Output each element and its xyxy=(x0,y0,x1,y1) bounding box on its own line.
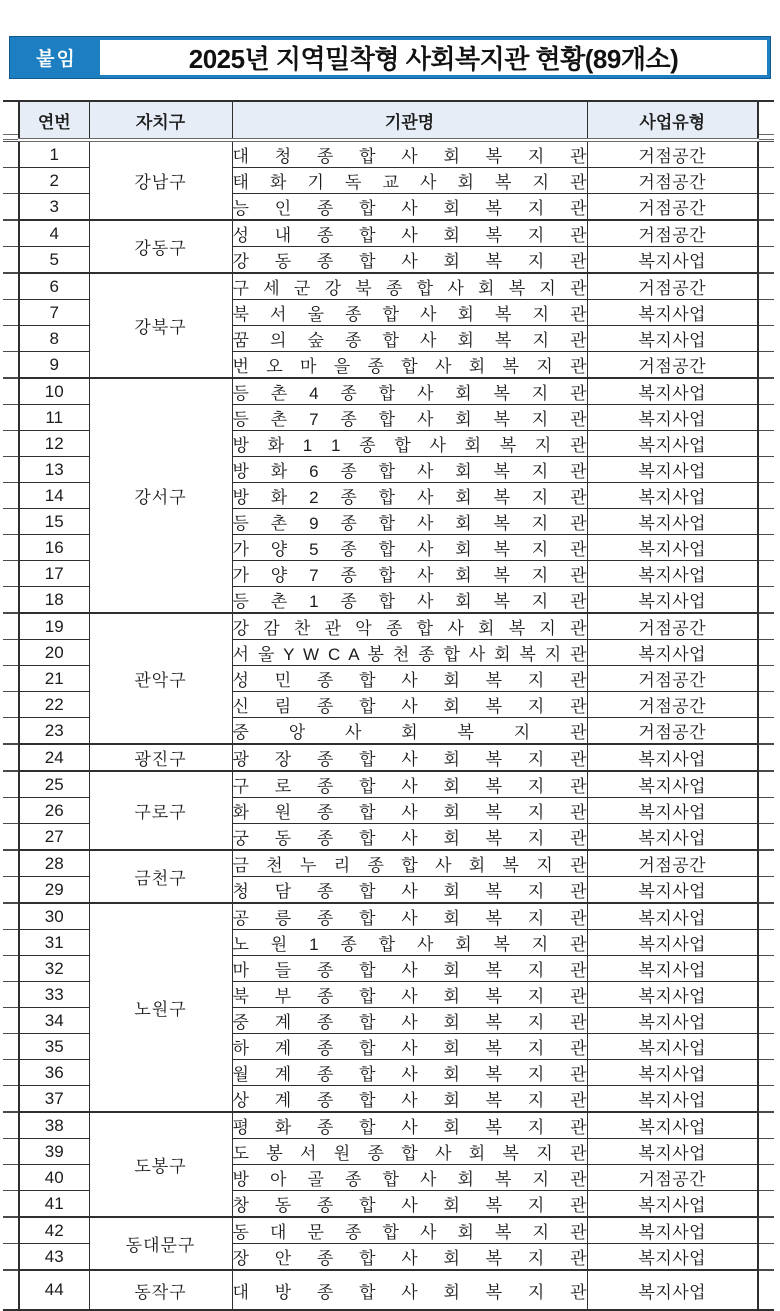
business-type: 거점공간 xyxy=(587,168,758,194)
institution-name: 강 감 찬 관 악 종 합 사 회 복 지 관 xyxy=(232,613,587,640)
business-type: 복지사업 xyxy=(587,535,758,561)
row-number: 20 xyxy=(19,640,89,666)
row-number: 42 xyxy=(19,1217,89,1244)
row-number: 15 xyxy=(19,509,89,535)
business-type: 복지사업 xyxy=(587,561,758,587)
institution-name: 능 인 종 합 사 회 복 지 관 xyxy=(232,194,587,221)
header-institution: 기관명 xyxy=(232,101,587,140)
institution-name: 강 동 종 합 사 회 복 지 관 xyxy=(232,247,587,274)
row-number: 34 xyxy=(19,1008,89,1034)
business-type: 복지사업 xyxy=(587,509,758,535)
business-type: 복지사업 xyxy=(587,1270,758,1310)
table-row xyxy=(19,1217,758,1244)
institution-name: 창 동 종 합 사 회 복 지 관 xyxy=(232,1191,587,1218)
business-type: 복지사업 xyxy=(587,930,758,956)
row-number: 23 xyxy=(19,718,89,745)
row-number: 22 xyxy=(19,692,89,718)
business-type: 거점공간 xyxy=(587,352,758,379)
business-type: 복지사업 xyxy=(587,247,758,274)
institution-name: 북 서 울 종 합 사 회 복 지 관 xyxy=(232,300,587,326)
row-number: 14 xyxy=(19,483,89,509)
institution-name: 동 대 문 종 합 사 회 복 지 관 xyxy=(232,1217,587,1244)
row-number: 5 xyxy=(19,247,89,274)
business-type: 거점공간 xyxy=(587,613,758,640)
header-row xyxy=(19,101,758,140)
institution-name: 방 화 1 1 종 합 사 회 복 지 관 xyxy=(232,431,587,457)
institution-name: 등 촌 9 종 합 사 회 복 지 관 xyxy=(232,509,587,535)
institution-name: 신 림 종 합 사 회 복 지 관 xyxy=(232,692,587,718)
district-cell: 강북구 xyxy=(89,273,232,378)
row-number: 21 xyxy=(19,666,89,692)
row-number: 33 xyxy=(19,982,89,1008)
table-row xyxy=(19,1270,758,1310)
institution-name: 월 계 종 합 사 회 복 지 관 xyxy=(232,1060,587,1086)
institution-name: 화 원 종 합 사 회 복 지 관 xyxy=(232,798,587,824)
row-number: 31 xyxy=(19,930,89,956)
business-type: 복지사업 xyxy=(587,903,758,930)
attachment-badge: 붙임 xyxy=(13,40,100,75)
business-type: 복지사업 xyxy=(587,1034,758,1060)
business-type: 거점공간 xyxy=(587,194,758,221)
institution-name: 등 촌 1 종 합 사 회 복 지 관 xyxy=(232,587,587,614)
institution-name: 번 오 마 을 종 합 사 회 복 지 관 xyxy=(232,352,587,379)
header-district: 자치구 xyxy=(89,101,232,140)
district-cell: 동대문구 xyxy=(89,1217,232,1270)
institution-name: 등 촌 7 종 합 사 회 복 지 관 xyxy=(232,405,587,431)
row-number: 43 xyxy=(19,1244,89,1271)
district-cell: 도봉구 xyxy=(89,1112,232,1217)
table-row xyxy=(19,903,758,930)
row-number: 19 xyxy=(19,613,89,640)
district-cell: 광진구 xyxy=(89,744,232,771)
institution-name: 금 천 누 리 종 합 사 회 복 지 관 xyxy=(232,850,587,877)
table-header xyxy=(19,101,758,140)
row-number: 3 xyxy=(19,194,89,221)
welfare-center-table xyxy=(18,100,759,1311)
institution-name: 등 촌 4 종 합 사 회 복 지 관 xyxy=(232,378,587,405)
table-row xyxy=(19,378,758,405)
institution-name: 태 화 기 독 교 사 회 복 지 관 xyxy=(232,168,587,194)
row-number: 4 xyxy=(19,220,89,247)
business-type: 거점공간 xyxy=(587,850,758,877)
row-number: 17 xyxy=(19,561,89,587)
district-cell: 강남구 xyxy=(89,140,232,220)
row-number: 16 xyxy=(19,535,89,561)
institution-name: 중 계 종 합 사 회 복 지 관 xyxy=(232,1008,587,1034)
business-type: 거점공간 xyxy=(587,220,758,247)
district-cell: 금천구 xyxy=(89,850,232,903)
row-number: 35 xyxy=(19,1034,89,1060)
row-number: 25 xyxy=(19,771,89,798)
business-type: 복지사업 xyxy=(587,1217,758,1244)
row-number: 38 xyxy=(19,1112,89,1139)
business-type: 복지사업 xyxy=(587,326,758,352)
institution-name: 구 세 군 강 북 종 합 사 회 복 지 관 xyxy=(232,273,587,300)
attachment-banner xyxy=(10,37,770,78)
header-business-type: 사업유형 xyxy=(587,101,758,140)
business-type: 복지사업 xyxy=(587,1244,758,1271)
institution-name: 도 봉 서 원 종 합 사 회 복 지 관 xyxy=(232,1139,587,1165)
institution-name: 청 담 종 합 사 회 복 지 관 xyxy=(232,877,587,904)
business-type: 복지사업 xyxy=(587,431,758,457)
district-cell: 관악구 xyxy=(89,613,232,744)
business-type: 복지사업 xyxy=(587,956,758,982)
row-number: 29 xyxy=(19,877,89,904)
institution-name: 구 로 종 합 사 회 복 지 관 xyxy=(232,771,587,798)
district-cell: 동작구 xyxy=(89,1270,232,1310)
business-type: 거점공간 xyxy=(587,666,758,692)
table-row xyxy=(19,850,758,877)
institution-name: 장 안 종 합 사 회 복 지 관 xyxy=(232,1244,587,1271)
institution-name: 평 화 종 합 사 회 복 지 관 xyxy=(232,1112,587,1139)
business-type: 거점공간 xyxy=(587,1165,758,1191)
row-number: 44 xyxy=(19,1270,89,1310)
business-type: 복지사업 xyxy=(587,1086,758,1113)
page-title: 2025년 지역밀착형 사회복지관 현황(89개소) xyxy=(188,44,679,74)
table-row xyxy=(19,1112,758,1139)
business-type: 복지사업 xyxy=(587,824,758,851)
table-row xyxy=(19,220,758,247)
institution-name: 서 울 Y W C A 봉 천 종 합 사 회 복 지 관 xyxy=(232,640,587,666)
district-cell: 강동구 xyxy=(89,220,232,273)
table-row xyxy=(19,273,758,300)
district-cell: 노원구 xyxy=(89,903,232,1112)
row-number: 2 xyxy=(19,168,89,194)
institution-name: 성 민 종 합 사 회 복 지 관 xyxy=(232,666,587,692)
institution-name: 상 계 종 합 사 회 복 지 관 xyxy=(232,1086,587,1113)
institution-name: 방 화 6 종 합 사 회 복 지 관 xyxy=(232,457,587,483)
row-number: 8 xyxy=(19,326,89,352)
business-type: 복지사업 xyxy=(587,483,758,509)
business-type: 복지사업 xyxy=(587,1112,758,1139)
business-type: 복지사업 xyxy=(587,744,758,771)
business-type: 복지사업 xyxy=(587,587,758,614)
district-cell: 강서구 xyxy=(89,378,232,613)
row-number: 37 xyxy=(19,1086,89,1113)
business-type: 복지사업 xyxy=(587,771,758,798)
business-type: 복지사업 xyxy=(587,300,758,326)
institution-name: 노 원 1 종 합 사 회 복 지 관 xyxy=(232,930,587,956)
row-number: 24 xyxy=(19,744,89,771)
institution-name: 광 장 종 합 사 회 복 지 관 xyxy=(232,744,587,771)
table-row xyxy=(19,771,758,798)
header-serial-number: 연번 xyxy=(19,101,89,140)
institution-name: 가 양 5 종 합 사 회 복 지 관 xyxy=(232,535,587,561)
row-number: 39 xyxy=(19,1139,89,1165)
business-type: 복지사업 xyxy=(587,1008,758,1034)
institution-name: 북 부 종 합 사 회 복 지 관 xyxy=(232,982,587,1008)
business-type: 거점공간 xyxy=(587,692,758,718)
table-row xyxy=(19,744,758,771)
row-number: 36 xyxy=(19,1060,89,1086)
row-number: 41 xyxy=(19,1191,89,1218)
welfare-center-table-wrap xyxy=(18,100,757,1311)
row-number: 28 xyxy=(19,850,89,877)
row-number: 32 xyxy=(19,956,89,982)
institution-name: 공 릉 종 합 사 회 복 지 관 xyxy=(232,903,587,930)
business-type: 복지사업 xyxy=(587,982,758,1008)
business-type: 복지사업 xyxy=(587,1139,758,1165)
business-type: 복지사업 xyxy=(587,378,758,405)
business-type: 복지사업 xyxy=(587,798,758,824)
institution-name: 대 청 종 합 사 회 복 지 관 xyxy=(232,140,587,168)
business-type: 거점공간 xyxy=(587,140,758,168)
business-type: 복지사업 xyxy=(587,1060,758,1086)
row-number: 18 xyxy=(19,587,89,614)
business-type: 복지사업 xyxy=(587,457,758,483)
institution-name: 중 앙 사 회 복 지 관 xyxy=(232,718,587,745)
row-number: 1 xyxy=(19,140,89,168)
row-number: 30 xyxy=(19,903,89,930)
row-number: 27 xyxy=(19,824,89,851)
row-number: 13 xyxy=(19,457,89,483)
business-type: 복지사업 xyxy=(587,405,758,431)
row-number: 11 xyxy=(19,405,89,431)
institution-name: 방 아 골 종 합 사 회 복 지 관 xyxy=(232,1165,587,1191)
business-type: 복지사업 xyxy=(587,640,758,666)
institution-name: 하 계 종 합 사 회 복 지 관 xyxy=(232,1034,587,1060)
row-number: 10 xyxy=(19,378,89,405)
institution-name: 방 화 2 종 합 사 회 복 지 관 xyxy=(232,483,587,509)
row-number: 26 xyxy=(19,798,89,824)
institution-name: 마 들 종 합 사 회 복 지 관 xyxy=(232,956,587,982)
institution-name: 대 방 종 합 사 회 복 지 관 xyxy=(232,1270,587,1310)
row-number: 40 xyxy=(19,1165,89,1191)
business-type: 거점공간 xyxy=(587,273,758,300)
row-number: 9 xyxy=(19,352,89,379)
institution-name: 꿈 의 숲 종 합 사 회 복 지 관 xyxy=(232,326,587,352)
institution-name: 궁 동 종 합 사 회 복 지 관 xyxy=(232,824,587,851)
institution-name: 성 내 종 합 사 회 복 지 관 xyxy=(232,220,587,247)
table-body xyxy=(19,140,758,1310)
business-type: 거점공간 xyxy=(587,718,758,745)
business-type: 복지사업 xyxy=(587,1191,758,1218)
table-row xyxy=(19,140,758,168)
row-number: 12 xyxy=(19,431,89,457)
district-cell: 구로구 xyxy=(89,771,232,850)
institution-name: 가 양 7 종 합 사 회 복 지 관 xyxy=(232,561,587,587)
row-number: 7 xyxy=(19,300,89,326)
table-row xyxy=(19,613,758,640)
row-number: 6 xyxy=(19,273,89,300)
business-type: 복지사업 xyxy=(587,877,758,904)
